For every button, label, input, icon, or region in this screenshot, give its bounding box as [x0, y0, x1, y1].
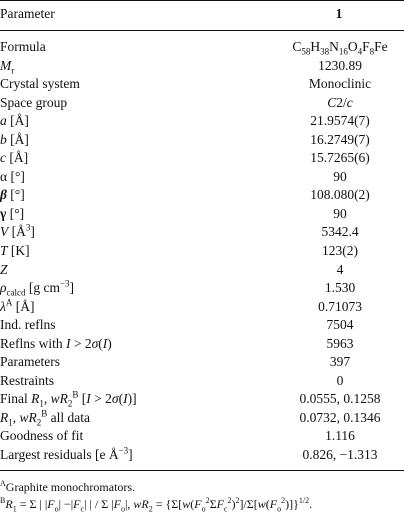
- footnote-a: $^A$Graphite monochromators.: [0, 479, 136, 494]
- row-label: Reflns with I > 2σ(I): [0, 335, 112, 351]
- table-row: [0, 186, 404, 205]
- row-value: 1.116: [325, 428, 355, 444]
- row-label: T [K]: [0, 243, 30, 259]
- row-label: β [°]: [0, 187, 25, 203]
- row-label: Crystal system: [0, 76, 80, 92]
- row-value: 0.0555, 0.1258: [299, 391, 381, 407]
- row-value: 4: [336, 261, 344, 277]
- row-value: 397: [329, 354, 351, 370]
- row-value: 21.9574(7): [310, 113, 370, 129]
- table-row: [0, 427, 404, 446]
- row-label: Z: [0, 261, 8, 277]
- table-row: [0, 57, 404, 76]
- row-value: 0.71073: [318, 298, 362, 314]
- header-parameter: Parameter: [0, 6, 55, 21]
- row-value: 15.7265(6): [310, 150, 370, 166]
- table-body: [0, 38, 404, 465]
- row-value: 0.826, −1.313: [302, 447, 378, 463]
- row-label: Space group: [0, 94, 68, 110]
- footnote-b: $^BR_1 = \Sigma$ | $|F_o| -|F_c|$ | / Σ $|F_o|$, $wR_2 = \{\Sigma[w(F_o^2\Sigma F_c^2)^2]/\Sigma[w(F_o^2)]\}^{1/2}$.: [0, 496, 313, 514]
- row-label: Ind. reflns: [0, 317, 56, 333]
- header-compound: 1: [335, 6, 343, 21]
- row-value: 16.2749(7): [310, 131, 370, 147]
- row-label: Goodness of fit: [0, 428, 84, 444]
- row-label: a [Å]: [0, 113, 29, 129]
- table-row: [0, 409, 404, 428]
- top-rule: [0, 0, 404, 1]
- table-row: [0, 168, 404, 187]
- row-label: $\rho_{calcd}$ [g $cm^{-3}$]: [0, 278, 75, 298]
- row-value: 123(2): [322, 243, 358, 259]
- header-rule: [0, 30, 404, 31]
- row-label: $\lambda^A$ [Å]: [0, 297, 35, 314]
- row-value: 1230.89: [318, 57, 362, 73]
- table-row: [0, 75, 404, 94]
- row-label: $M_r$: [0, 57, 15, 76]
- table-row: [0, 131, 404, 150]
- bottom-rule: [0, 470, 404, 471]
- table-row: [0, 390, 404, 409]
- row-value: Monoclinic: [308, 76, 372, 92]
- row-label: Parameters: [0, 354, 60, 370]
- table-row: [0, 112, 404, 131]
- row-value: 5963: [326, 335, 354, 351]
- table-header: [0, 6, 404, 26]
- row-label: Final $R_1$, $wR_2^B$ [I > 2σ(I)]: [0, 389, 137, 410]
- table-row: [0, 242, 404, 261]
- row-value: $C_{58}H_{38}N_{16}O_4F_8Fe$: [292, 39, 388, 57]
- table-row: [0, 94, 404, 113]
- row-label: Formula: [0, 39, 46, 54]
- table-row: [0, 149, 404, 168]
- table-row: [0, 446, 404, 465]
- row-value: 90: [333, 168, 347, 184]
- table-row: [0, 316, 404, 335]
- row-value: 0.0732, 0.1346: [299, 409, 381, 425]
- row-label: c [Å]: [0, 150, 29, 166]
- table-row: [0, 372, 404, 391]
- table-row: [0, 279, 404, 298]
- row-label: Restraints: [0, 372, 54, 388]
- row-value: 108.080(2): [310, 187, 370, 203]
- row-label: α [°]: [0, 168, 25, 184]
- table-row: [0, 205, 404, 224]
- row-label: $R_1$, $wR_2^B$ all data: [0, 408, 91, 428]
- table-row: [0, 298, 404, 317]
- table-row: [0, 223, 404, 242]
- row-value: 1.530: [324, 280, 356, 296]
- table-row: [0, 261, 404, 280]
- row-value: 0: [336, 372, 344, 388]
- table-row: [0, 38, 404, 57]
- row-value: 5342.4: [321, 224, 359, 240]
- row-value: C2/c: [327, 94, 353, 110]
- row-label: b [Å]: [0, 131, 29, 147]
- row-value: 90: [333, 205, 347, 221]
- table-row: [0, 335, 404, 354]
- row-label: Largest residuals [e $Å^{-3}$]: [0, 445, 133, 463]
- row-label: γ [°]: [0, 205, 25, 221]
- row-label: V $[Å^3]$: [0, 222, 35, 240]
- row-value: 7504: [326, 317, 354, 333]
- table-row: [0, 353, 404, 372]
